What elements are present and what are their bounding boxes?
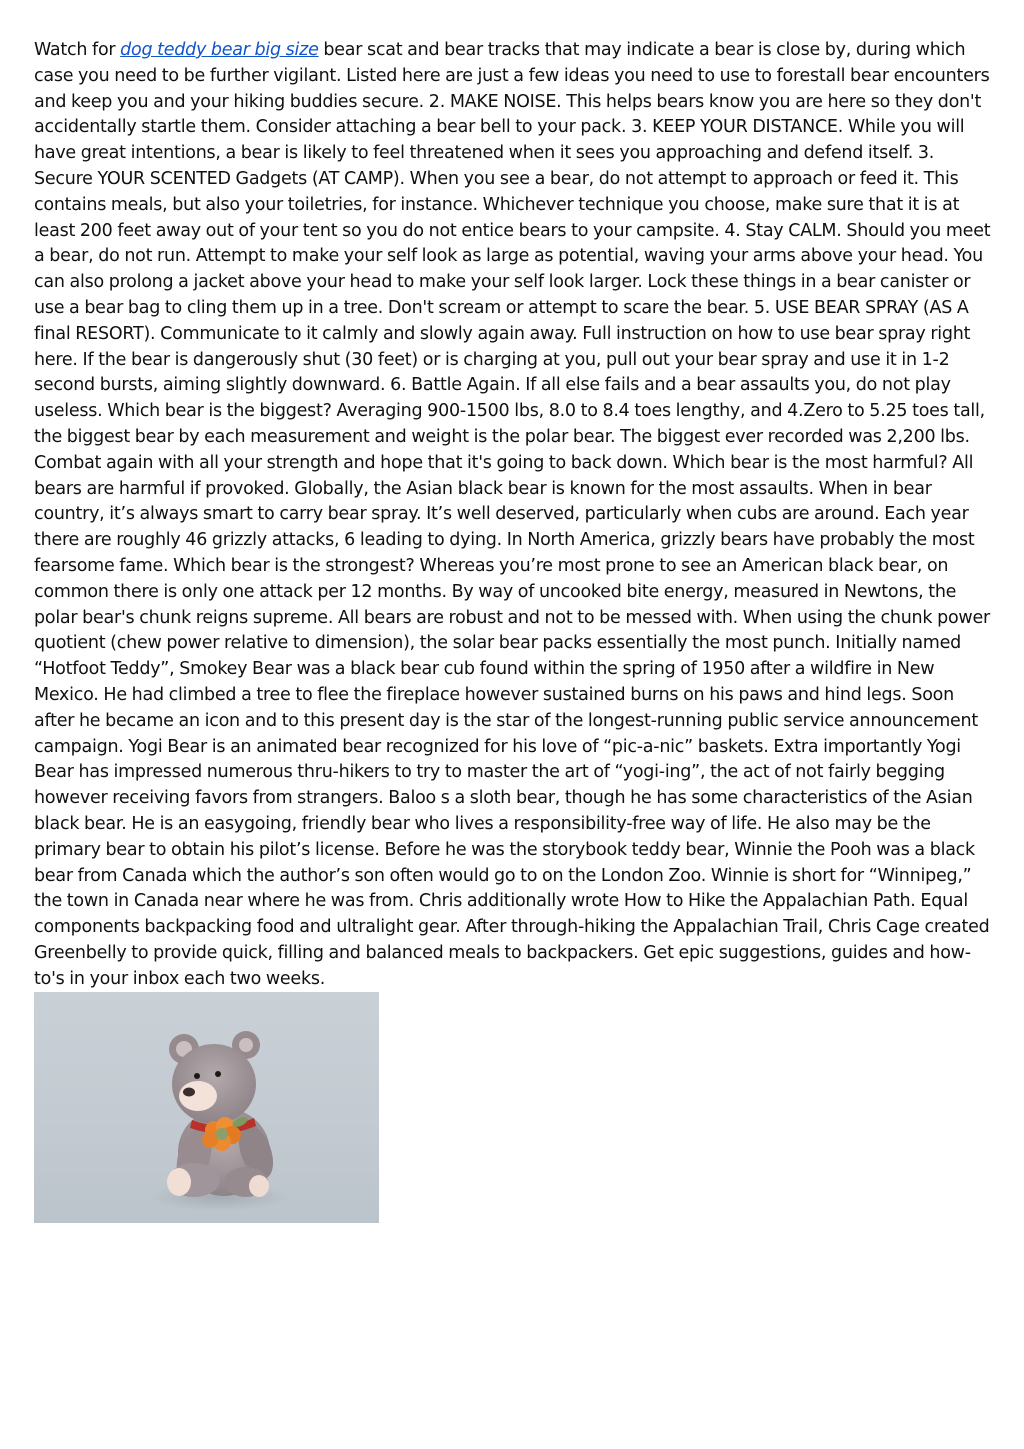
article-paragraph	[34, 38, 994, 992]
teddy-bear-photo	[34, 992, 379, 1223]
bear-right-paw-pad	[249, 1175, 269, 1197]
article-body: bear scat and bear tracks that may indicate a bear is close by, during which case you need to be further vigilant. Listed here are just a few ideas you need to use to forestall bear encounters and keep you and your hiking buddies secure. 2. MAKE NOISE. This helps bears know you are here so they don't accidentally startle them. Consider attaching a bear bell to your pack. 3. KEEP YOUR DISTANCE. While you will have great intentions, a bear is likely to feel threatened when it sees you approaching and defend itself. 3. Secure YOUR SCENTED Gadgets (AT CAMP). When you see a bear, do not attempt to approach or feed it. This contains meals, but also your toiletries, for instance. Whichever technique you choose, make sure that it is at least 200 feet away out of your tent so you do not entice bears to your campsite. 4. Stay CALM. Should you meet a bear, do not run. Attempt to make your self look as large as potential, waving your arms above your head. You can also prolong a jacket above your head to make your self look larger. Lock these things in a bear canister or use a bear bag to cling them up in a tree. Don't scream or attempt to scare the bear. 5. USE BEAR SPRAY (AS A final RESORT). Communicate to it calmly and slowly again away. Full instruction on how to use bear spray right here. If the bear is dangerously shut (30 feet) or is charging at you, pull out your bear spray and use it in 1-2 second bursts, aiming slightly downward. 6. Battle Again. If all else fails and a bear assaults you, do not play useless. Which bear is the biggest? Averaging 900-1500 lbs, 8.0 to 8.4 toes lengthy, and 4.Zero to 5.25 toes tall, the biggest bear by each measurement and weight is the polar bear. The biggest ever recorded was 2,200 lbs. Combat again with all your strength and hope that it's going to back down. Which bear is the most harmful? All bears are harmful if provoked. Globally, the Asian black bear is known for the most assaults. When in bear country, it’s always smart to carry bear spray. It’s well deserved, particularly when cubs are around. Each year there are roughly 46 grizzly attacks, 6 leading to dying. In North America, grizzly bears have probably the most fearsome fame. Which bear is the strongest? Whereas you’re most prone to see an American black bear, on common there is only one attack per 12 months. By way of uncooked bite energy, measured in Newtons, the polar bear's chunk reigns supreme. All bears are robust and not to be messed with. When using the chunk power quotient (chew power relative to dimension), the solar bear packs essentially the most punch. Initially named “Hotfoot Teddy”, Smokey Bear was a black bear cub found within the spring of 1950 after a wildfire in New Mexico. He had climbed a tree to flee the fireplace however sustained burns on his paws and hind legs. Soon after he became an icon and to this present day is the star of the longest-running public service announcement campaign. Yogi Bear is an animated bear recognized for his love of “pic-a-nic” baskets. Extra importantly Yogi Bear has impressed numerous thru-hikers to try to master the art of “yogi-ing”, the act of not fairly begging however receiving favors from strangers. Baloo s a sloth bear, though he has some characteristics of the Asian black bear. He is an easygoing, friendly bear who lives a responsibility-free way of life. He also may be the primary bear to obtain his pilot’s license. Before he was the storybook teddy bear, Winnie the Pooh was a black bear from Canada which the author’s son often would go to on the London Zoo. Winnie is short for “Winnipeg,” the town in Canada near where he was from. Chris additionally wrote How to Hike the Appalachian Path. Equal components backpacking food and ultralight gear. After through-hiking the Appalachian Trail, Chris Cage created Greenbelly to provide quick, filling and balanced meals to backpackers. Get epic suggestions, guides and how-to's in your inbox each two weeks.	[34, 40, 991, 989]
bear-nose	[183, 1088, 195, 1097]
document-page	[34, 38, 994, 992]
teddy-bear-illustration	[34, 992, 379, 1223]
bear-muzzle	[179, 1081, 217, 1111]
bear-right-ear-inner	[239, 1038, 253, 1052]
bear-left-paw-pad	[167, 1168, 191, 1196]
article-intro: Watch for	[34, 40, 121, 60]
bear-head	[172, 1044, 256, 1124]
dog-teddy-bear-link[interactable]: dog teddy bear big size	[120, 40, 319, 60]
bear-right-eye	[215, 1071, 221, 1077]
bear-left-eye	[194, 1073, 200, 1079]
